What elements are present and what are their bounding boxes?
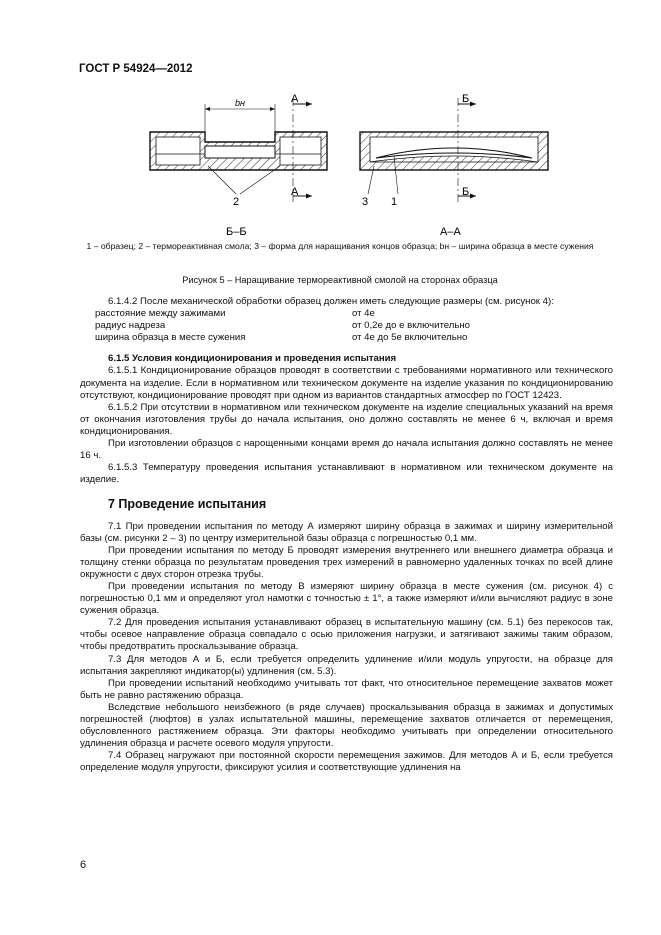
paragraph-7-3-c: Вследствие небольшого неизбежного (в ряде случаев) проскальзывания образца в зажимах и допустимых погрешностей (люфтов) в узлах испытательной машины, перемещение захватов отличается от перемещения, обусловленного растяжением образца. Эти факторы необходимо учитывать при определении относительного удлинения образца и расчете осевого модуля упругости. (80, 701, 613, 750)
paragraph-6-1-5-1: 6.1.5.1 Кондиционирование образцов проводят в соответствии с требованиями нормативного или технического документа на изделие. Если в нормативном или техническом документе на изделие указания по кондиционированию отсутствуют, кондиционирование проводят при одном из вариантов стандартных атмосфер по ГОСТ 12423. (80, 365, 613, 401)
dimension-value: от 4e до 5e включительно (352, 332, 468, 344)
section-a-top-label: А (291, 93, 299, 105)
paragraph-7-3: 7.3 Для методов А и Б, если требуется определить удлинение и/или модуль упругости, на образце для испытания закрепляют индикатор(ы) удлинения (см. 5.3). (80, 653, 613, 677)
paragraph-7-1-c: При проведении испытания по методу В измеряют ширину образца в месте сужения (см. рисунок 4) с погрешностью 0,1 мм и определяют угол намотки с точностью ± 1°, а также измеряют и/или вычисляют радиус в зоне сужения образца. (80, 580, 613, 617)
section-view-right (360, 93, 548, 238)
dimension-name: ширина образца в месте сужения (95, 332, 246, 344)
section-title-7: 7 Проведение испытания (108, 497, 267, 512)
section-a-bottom-label: А (291, 186, 299, 198)
paragraph-6-1-4-2: 6.1.4.2 После механической обработки образец должен иметь следующие размеры (см. рисунок 4): (108, 296, 554, 307)
left-view-label: Б–Б (226, 226, 247, 238)
dimension-name: радиус надреза (95, 320, 166, 332)
dimension-label: bн (235, 98, 245, 108)
item-1-label: 1 (391, 196, 398, 208)
paragraph-7-4: 7.4 Образец нагружают при постоянной скорости перемещения зажимов. Для методов А и Б, если требуется определение модуля упругости, фиксируют усилия и соответствующие удлинения на (80, 750, 613, 774)
dimension-value: от 4e (352, 308, 375, 320)
subsection-title-6-1-5: 6.1.5 Условия кондиционирования и проведения испытания (108, 353, 397, 365)
paragraph-7-1: 7.1 При проведении испытания по методу А измеряют ширину образца в зажимах и ширину измерительной базы (см. рисунки 2 – 3) по центру измерительной базы образца с погрешностью 0,1 мм. (80, 520, 613, 544)
dimension-row (80, 332, 613, 344)
item-2-label: 2 (233, 196, 240, 208)
figure-legend: 1 – образец; 2 – термореактивная смола; 3 – форма для наращивания концов образца; bн – ширина образца в месте сужения (86, 241, 594, 251)
dimension-row (80, 308, 613, 320)
item-3-label: 3 (362, 196, 369, 208)
right-view-label: А–А (440, 226, 461, 238)
paragraph-6-1-5-2-b: При изготовлении образцов с нарощенными концами время до начала испытания должно составлять не менее 16 ч. (80, 438, 613, 462)
paragraph-7-3-b: При проведении испытаний необходимо учитывать тот факт, что относительное перемещение захватов может быть не равно растяжению образца. (80, 677, 613, 701)
paragraph-6-1-5-3: 6.1.5.3 Температуру проведения испытания устанавливают в нормативном или техническом документе на изделие. (80, 462, 613, 486)
page-number: 6 (80, 859, 87, 871)
section-view-left (150, 93, 327, 238)
paragraph-6-1-5-2: 6.1.5.2 При отсутствии в нормативном или техническом документе на изделие специальных указаний на время от окончания изготовления трубы до начала испытания, оно должно составлять не менее 6 ч, включая и время кондиционирования. (80, 401, 613, 437)
dimension-row (80, 320, 613, 332)
section-b-top-label: Б (462, 93, 470, 105)
figure-5-drawing (140, 84, 560, 240)
dimension-name: расстояние между зажимами (95, 308, 226, 320)
paragraph-7-1-b: При проведении испытания по методу Б проводят измерения внутреннего или внешнего диаметра образца и толщину стенки образца по результатам проведения трех измерений в равномерно удаленных точках по всей длине окружности с двух сторон отрезка трубы. (80, 544, 613, 580)
document-code: ГОСТ Р 54924—2012 (79, 63, 193, 75)
paragraph-7-2: 7.2 Для проведения испытания устанавливают образец в испытательную машину (см. 5.1) без перекосов так, чтобы осевое направление образца совпадало с осью приложения нагрузки, и затягивают зажимы таким образом, чтобы предотвратить проскальзывание образца. (80, 617, 613, 653)
figure-caption: Рисунок 5 – Наращивание термореактивной смолой на сторонах образца (182, 275, 498, 285)
document-body (80, 296, 613, 774)
section-b-bottom-label: Б (462, 186, 470, 198)
dimension-value: от 0,2e до e включительно (352, 320, 470, 332)
